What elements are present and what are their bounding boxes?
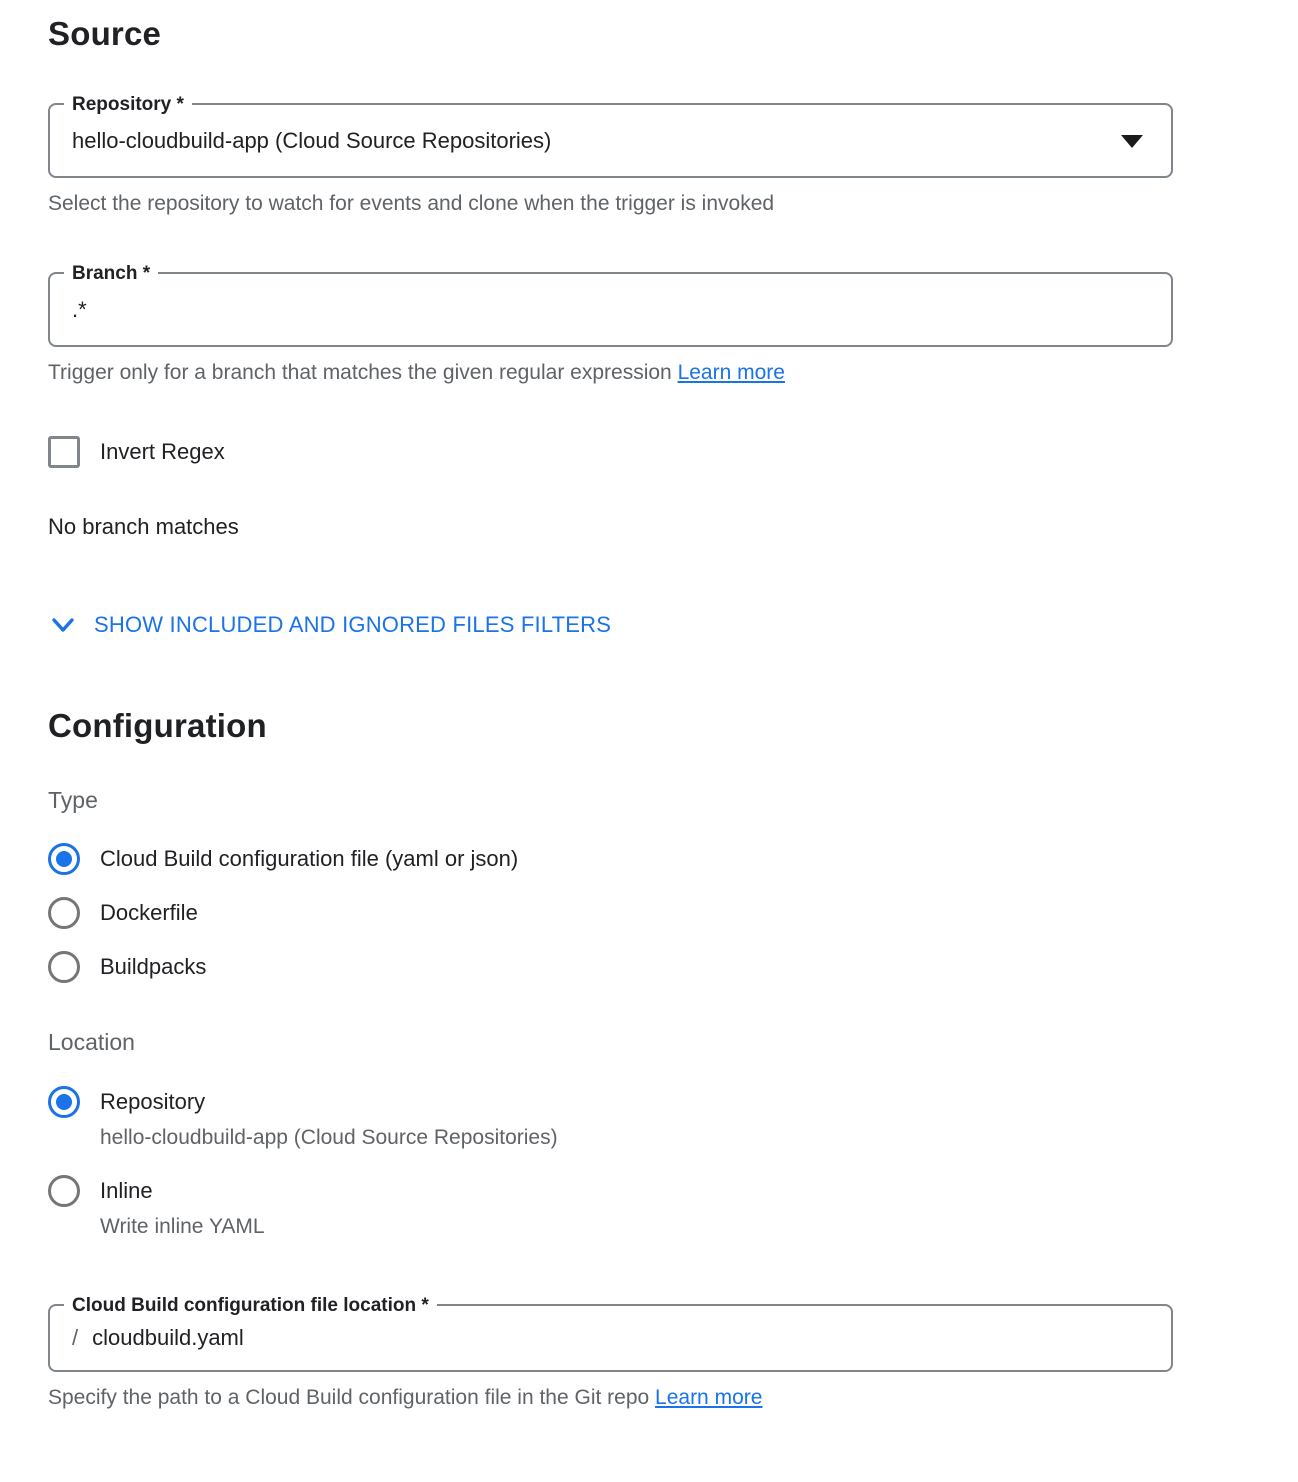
radio-icon[interactable] — [48, 1086, 80, 1118]
branch-field-label: Branch * — [64, 260, 158, 287]
branch-helper-body: Trigger only for a branch that matches the given regular expression — [48, 361, 678, 384]
repository-select-label: Repository * — [64, 91, 192, 118]
radio-icon[interactable] — [48, 1175, 80, 1207]
config-file-location-input[interactable] — [92, 1325, 1149, 1351]
location-option-label[interactable]: Repository — [100, 1089, 206, 1114]
branch-learn-more-link[interactable]: Learn more — [677, 361, 785, 384]
location-inline-sublabel: Write inline YAML — [100, 1215, 265, 1238]
repository-helper-text: Select the repository to watch for events and clone when the trigger is invoked — [48, 192, 775, 215]
show-filters-label: SHOW INCLUDED AND IGNORED FILES FILTERS — [94, 612, 612, 637]
config-file-helper-text — [48, 1384, 1173, 1411]
location-option-label[interactable]: Inline — [100, 1178, 153, 1203]
type-option-buildpacks[interactable] — [48, 951, 1250, 983]
radio-icon[interactable] — [48, 843, 80, 875]
dropdown-arrow-icon[interactable] — [1121, 135, 1143, 148]
source-heading: Source — [48, 15, 162, 52]
show-filters-button[interactable] — [48, 612, 1250, 638]
invert-regex-row[interactable] — [48, 436, 1250, 468]
location-repository-sublabel: hello-cloudbuild-app (Cloud Source Repositories) — [100, 1126, 558, 1149]
no-branch-matches-text: No branch matches — [48, 514, 239, 539]
invert-regex-label[interactable]: Invert Regex — [100, 439, 225, 464]
location-option-repository[interactable] — [48, 1086, 1250, 1118]
radio-icon[interactable] — [48, 897, 80, 929]
config-file-location-label: Cloud Build configuration file location * — [64, 1292, 437, 1319]
configuration-heading: Configuration — [48, 707, 267, 744]
repository-select-value: hello-cloudbuild-app (Cloud Source Repositories) — [72, 127, 552, 153]
branch-input[interactable] — [72, 297, 1149, 323]
location-option-inline[interactable] — [48, 1175, 1250, 1207]
type-group-label: Type — [48, 787, 98, 813]
type-option-label[interactable]: Cloud Build configuration file (yaml or json) — [100, 846, 519, 871]
location-group-label: Location — [48, 1029, 135, 1055]
type-option-dockerfile[interactable] — [48, 897, 1250, 929]
config-file-location-prefix: / — [72, 1325, 79, 1350]
invert-regex-checkbox[interactable] — [48, 436, 80, 468]
type-option-label[interactable]: Buildpacks — [100, 954, 207, 979]
config-file-learn-more-link[interactable]: Learn more — [655, 1386, 763, 1409]
config-file-helper-body: Specify the path to a Cloud Build configuration file in the Git repo — [48, 1386, 656, 1409]
radio-icon[interactable] — [48, 951, 80, 983]
type-option-label[interactable]: Dockerfile — [100, 900, 198, 925]
branch-field[interactable] — [48, 263, 1173, 347]
config-file-location-field[interactable] — [48, 1295, 1173, 1372]
repository-select[interactable] — [48, 94, 1173, 178]
chevron-down-icon — [48, 612, 78, 638]
branch-helper-text — [48, 359, 1173, 386]
type-option-cloud-build-config[interactable] — [48, 843, 1250, 875]
